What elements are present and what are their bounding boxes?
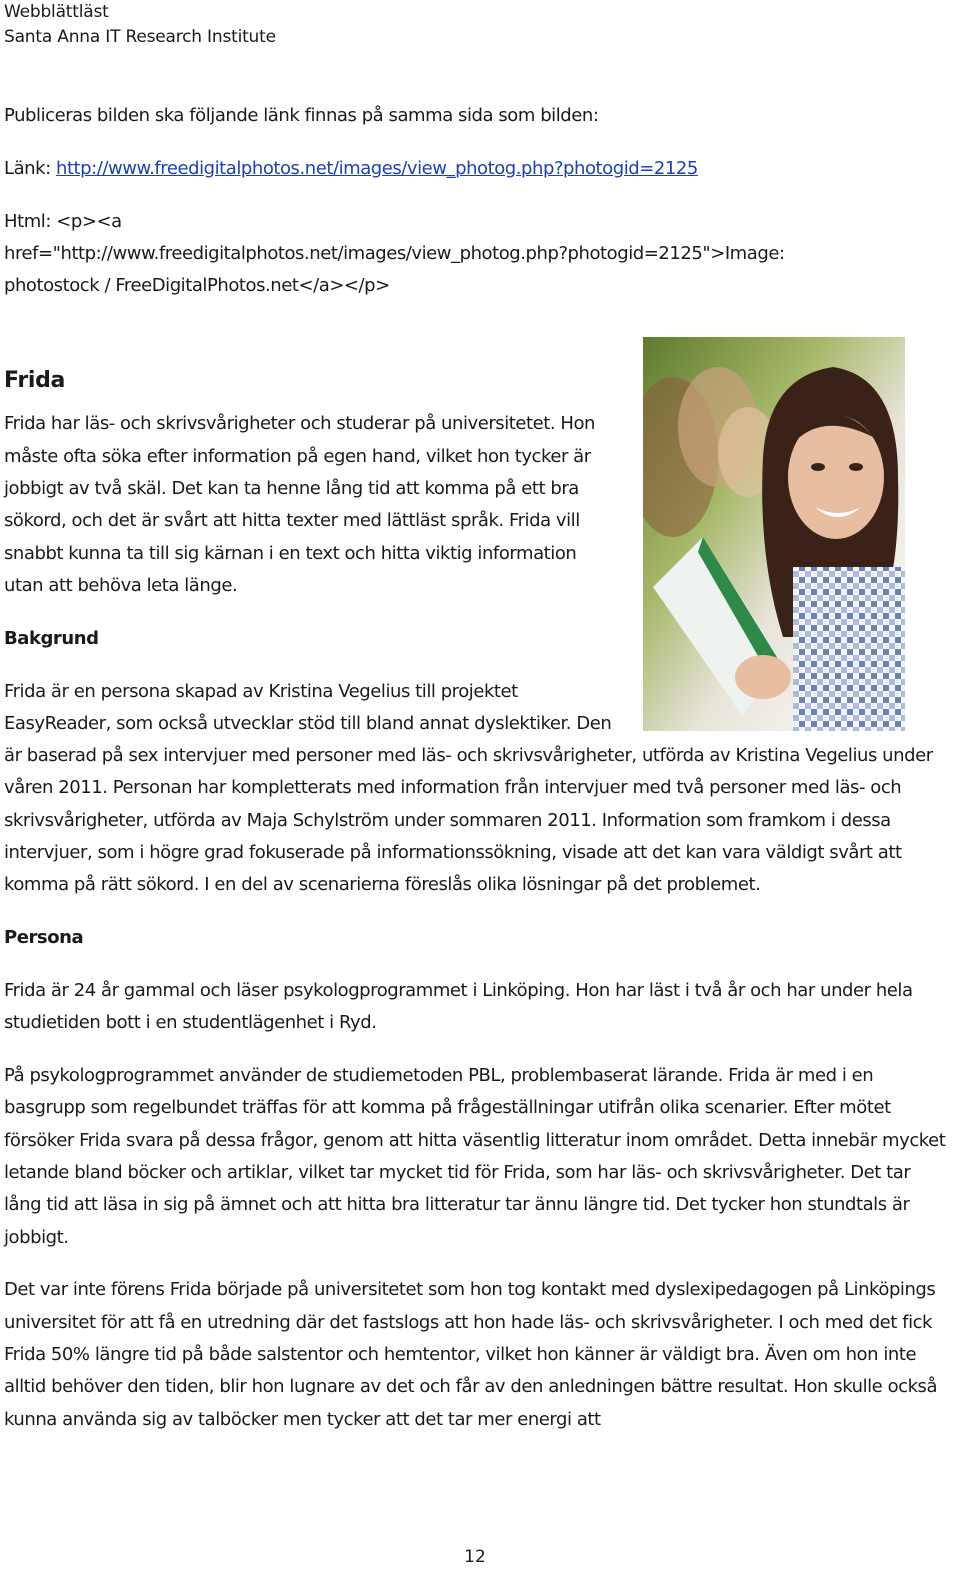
- persona-paragraph-2: På psykologprogrammet använder de studiemetoden PBL, problembaserat lärande. Frida är med i en basgrupp som regelbundet träffas för att komma på frågeställningar utifrån olika scenarier. Efter mötet försöker Frida svara på dessa frågor, genom att hitta väsentlig litteratur inom området. Detta innebär mycket letande bland böcker och artiklar, vilket tar mycket tid för Frida, som har läs- och skrivsvårigheter. Det tar lång tid att läsa in sig på ämnet och att hitta bra litteratur tar ännu längre tid. Det tycker hon stundtals är jobbigt.: [4, 1065, 946, 1248]
- header-organization: Santa Anna IT Research Institute: [4, 27, 276, 47]
- portrait-photo-icon: [643, 337, 905, 731]
- link-line: [4, 153, 949, 185]
- html-snippet-line-1: Html: <p><a: [4, 210, 122, 232]
- link-label: Länk:: [4, 157, 56, 179]
- publish-instruction: Publiceras bilden ska följande länk finnas på samma sida som bilden:: [4, 105, 599, 126]
- persona-paragraph-3: Det var inte förens Frida började på universitetet som hon tog kontakt med dyslexipedagogen på Linköpings universitet för att få en utredning där det fastslogs att hon hade läs- och skrivsvårigheter. I och med det fick Frida 50% längre tid på både salstentor och hemtentor, vilket hon känner är väldigt bra. Även om hon inte alltid behöver den tiden, blir hon lugnare av det och får av den anledningen bättre resultat. Hon skulle också kunna använda sig av talböcker men tycker att det tar mer energi att: [4, 1279, 938, 1430]
- html-snippet-line-2: href="http://www.freedigitalphotos.net/images/view_photog.php?photogid=2125">Image:: [4, 242, 785, 264]
- persona-paragraph-1: Frida är 24 år gammal och läser psykologprogrammet i Linköping. Hon har läst i två år och har under hela studietiden bott i en studentlägenhet i Ryd.: [4, 979, 913, 1034]
- photo-credit-link[interactable]: http://www.freedigitalphotos.net/images/view_photog.php?photogid=2125: [55, 157, 698, 179]
- persona-title: Frida: [4, 368, 66, 394]
- background-text: Frida är en persona skapad av Kristina Vegelius till projektet EasyReader, som också utvecklar stöd till bland annat dyslektiker. Den är baserad på sex intervjuer med personer med läs- och skrivsvårigheter, utförda av Kristina Vegelius under våren 2011. Personan har kompletterats med information från intervjuer med två personer med läs- och skrivsvårigheter, utförda av Maja Schylström under sommaren 2011. Information som framkom i dessa intervjuer, som i högre grad fokuserade på informationssökning, visade att det kan vara väldigt svårt att komma på rätt sökord. I en del av scenarierna föreslås olika lösningar på det problemet.: [4, 680, 933, 896]
- background-heading: Bakgrund: [4, 627, 99, 649]
- persona-summary: Frida har läs- och skrivsvårigheter och studerar på universitetet. Hon måste ofta söka efter information på egen hand, vilket hon tycker är jobbigt av två skäl. Det kan ta henne lång tid att komma på ett bra sökord, och det är svårt att hitta texter med lättläst språk. Frida vill snabbt kunna ta till sig kärnan i en text och hitta viktig information utan att behöva leta länge.: [4, 413, 595, 596]
- html-snippet-line-3: photostock / FreeDigitalPhotos.net</a></p>: [4, 275, 390, 297]
- document-header: [4, 0, 276, 50]
- html-snippet: [4, 206, 949, 303]
- persona-heading: Persona: [4, 927, 84, 949]
- persona-photo: [643, 337, 905, 731]
- page-number: 12: [464, 1547, 486, 1567]
- document-body: [4, 100, 949, 1456]
- header-title: Webblättläst: [4, 2, 109, 22]
